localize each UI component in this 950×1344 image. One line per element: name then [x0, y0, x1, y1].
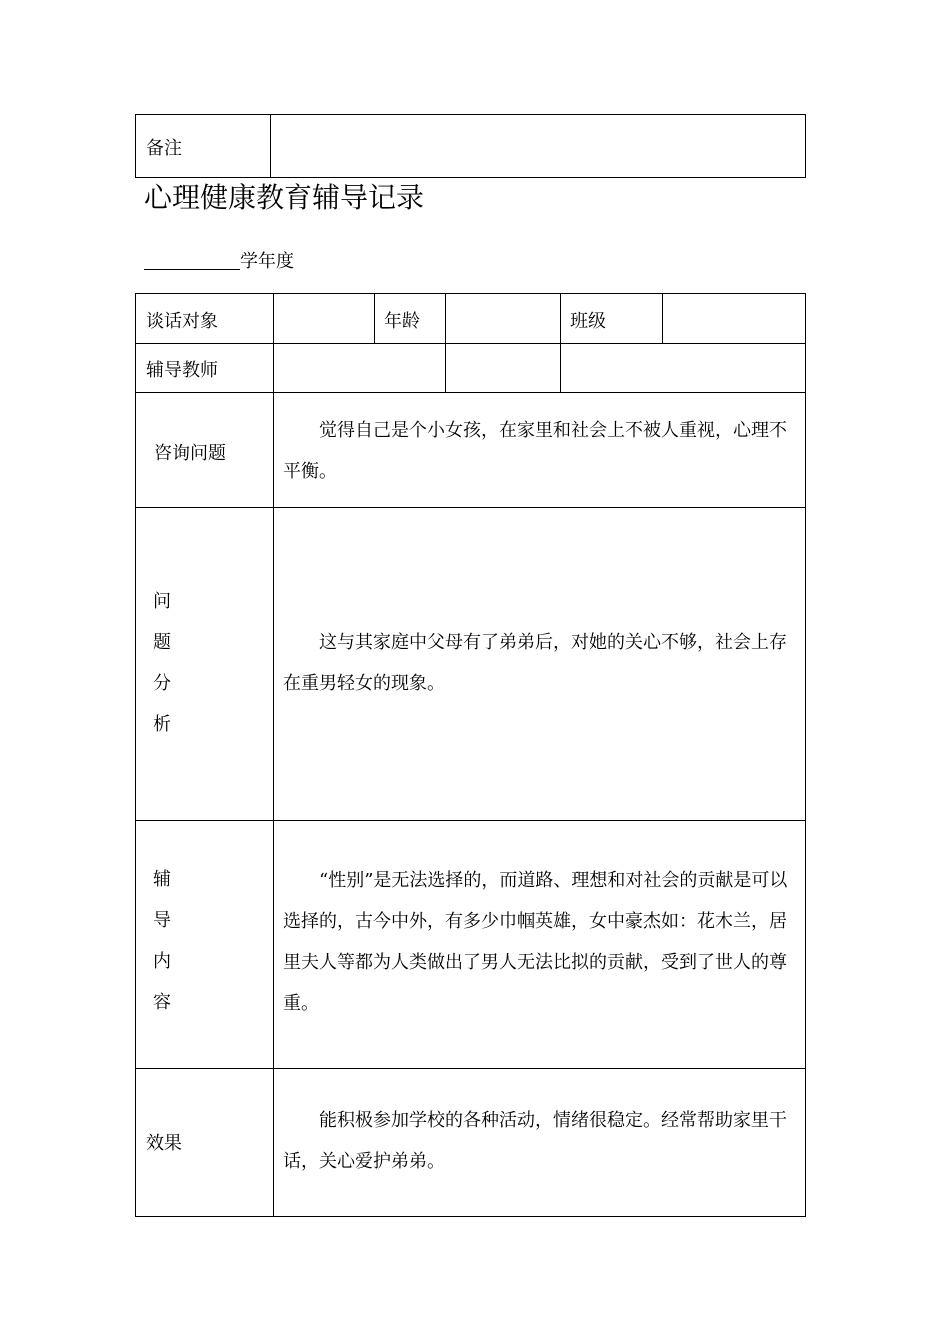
question-text: 觉得自己是个小女孩，在家里和社会上不被人重视，心理不平衡。: [283, 420, 787, 482]
row-line-1: [136, 343, 805, 344]
analysis-label-char: 问: [153, 591, 171, 612]
label-column-line: [273, 294, 274, 1216]
effect-label: 效果: [146, 1133, 182, 1154]
analysis-label-char: 题: [153, 632, 171, 653]
analysis-text: 这与其家庭中父母有了弟弟后，对她的关心不够，社会上存在重男轻女的现象。: [283, 632, 787, 694]
page-title: 心理健康教育辅导记录: [144, 181, 425, 214]
age-label: 年龄: [384, 311, 420, 332]
row-line-2: [136, 392, 805, 393]
row1-col-line-d: [662, 294, 663, 343]
row-line-4: [136, 820, 805, 821]
guidance-label-char: 容: [153, 992, 171, 1013]
analysis-label: [150, 581, 174, 745]
subject-label: 谈话对象: [146, 311, 218, 332]
row-line-3: [136, 507, 805, 508]
row1-col-line-c: [560, 294, 561, 392]
year-blank-line: [144, 269, 240, 270]
guidance-label: [150, 859, 174, 1023]
guidance-label-char: 辅: [153, 869, 171, 890]
effect-text: 能积极参加学校的各种活动，情绪很稳定。经常帮助家里干话，关心爱护弟弟。: [283, 1110, 787, 1172]
row1-col-line-a: [374, 294, 375, 343]
row-line-5: [136, 1068, 805, 1069]
analysis-label-char: 析: [153, 714, 171, 735]
teacher-label: 辅导教师: [146, 360, 218, 381]
question-label: 咨询问题: [154, 443, 226, 464]
class-label: 班级: [570, 311, 606, 332]
remark-table: [135, 114, 806, 178]
remark-label: 备注: [146, 138, 182, 159]
analysis-label-char: 分: [153, 673, 171, 694]
guidance-label-char: 导: [153, 910, 171, 931]
guidance-label-char: 内: [153, 951, 171, 972]
remark-divider: [270, 115, 271, 177]
record-table: [135, 293, 806, 1217]
row1-col-line-b: [445, 294, 446, 392]
year-suffix: 学年度: [240, 251, 294, 272]
guidance-text: “性别”是无法选择的，而道路、理想和对社会的贡献是可以选择的，古今中外，有多少巾帼英雄，女中豪杰如：花木兰，居里夫人等都为人类做出了男人无法比拟的贡献，受到了世人的尊重。: [283, 870, 788, 1014]
